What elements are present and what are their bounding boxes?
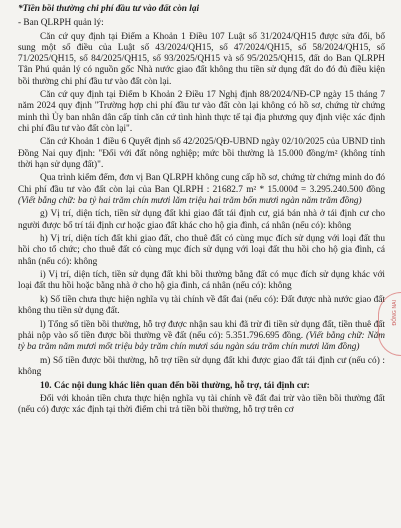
item-l bbox=[18, 320, 385, 354]
paragraph-3: Căn cứ Khoản 1 điều 6 Quyết định số 42/2025/QĐ-UBND ngày 02/10/2025 của UBND tỉnh Đồng Nai quy định: "Đối với đất nông nghiệp; mức bồi thường là 15.000 đồng/m² (không tính thời hạn sử dụng đất)". bbox=[18, 137, 385, 170]
manager-line: - Ban QLRPH quản lý: bbox=[18, 18, 104, 29]
item-g: g) Vị trí, diện tích, tiền sử dụng đất khi giao đất tái định cư, giá bán nhà ở tái định cư cho người được bố trí tái định cư hoặc giao đất khác cho hộ gia đình, cá nhân (nếu có): không bbox=[18, 209, 385, 231]
item-i: i) Vị trí, diện tích, tiền sử dụng đất khi bồi thường bằng đất có mục đích sử dụng khác với loại đất thu hồi hoặc bằng nhà ở cho hộ gia đình, cá nhân (nếu có): không bbox=[18, 270, 385, 292]
paragraph-4-in-words: (Viết bằng chữ: ba tỷ hai trăm chín mươi lăm triệu hai trăm bốn mươi ngàn năm trăm đồng) bbox=[18, 195, 362, 206]
paragraph-2: Căn cứ quy định tại Điểm b Khoản 2 Điều 17 Nghị định 88/2024/NĐ-CP ngày 15 tháng 7 năm 2024 quy định "Trường hợp chi phí đầu tư vào đất còn lại không có hồ sơ, chứng từ chứng minh thì Ủy ban nhân dân cấp tỉnh căn cứ tình hình thực tế tại địa phương quy định việc xác định chi phí đầu tư vào đất còn lại". bbox=[18, 90, 385, 134]
paragraph-1: Căn cứ quy định tại Điểm a Khoản 1 Điều 107 Luật số 31/2024/QH15 được sửa đổi, bổ sung một số điều của Luật số 43/2024/QH15, số 47/2024/QH15, số 58/2024/QH15, số 71/2025/QH15, số 84/2025/QH15, số 93/2025/QH15 và số 95/2025/QH15, đất do Ban QLRPH Tân Phú quản lý có nguồn gốc Nhà nước giao đất không thu tiền sử dụng đất do đó đủ điều kiện bồi thường chi phí đầu tư vào đất còn lại. bbox=[18, 31, 385, 87]
item-h: h) Vị trí, diện tích đất khi giao đất, cho thuê đất có cùng mục đích sử dụng với loại đất thu hồi cho tổ chức; cho thuê đất có cùng mục đích sử dụng với loại đất thu hồi cho hộ gia đình, cá nhân (nếu có): không bbox=[18, 234, 385, 267]
item-m: m) Số tiền được bồi thường, hỗ trợ tiền sử dụng đất khi được giao đất tái định cư (nếu có) : không bbox=[18, 355, 385, 377]
item-l-main: l) Tổng số tiền bồi thường, hỗ trợ được nhận sau khi đã trừ đi tiền sử dụng đất, tiền thuê đất phải nộp vào số tiền được bồi thường về đất (nếu có): 5.351.796.695 đồng. bbox=[18, 319, 385, 341]
item-l-in-words: (Viết bằng chữ: Năm tỷ ba trăm năm mươi mốt triệu bảy trăm chín mươi sáu ngàn sáu trăm chín mươi lăm đồng) bbox=[18, 331, 386, 353]
paragraph-4 bbox=[18, 173, 385, 207]
item-k: k) Số tiền chưa thực hiện nghĩa vụ tài chính về đất đai (nếu có): Đất được nhà nước giao đất không thu tiền sử dụng đất. bbox=[18, 295, 385, 317]
section-heading: *Tiền bồi thường chi phí đầu tư vào đất còn lại bbox=[18, 4, 200, 14]
section-10-heading: 10. Các nội dung khác liên quan đến bồi thường, hỗ trợ, tái định cư: bbox=[40, 380, 310, 391]
final-paragraph: Đối với khoản tiền chưa thực hiện nghĩa vụ tài chính về đất đai trừ vào tiền bồi thường đất (nếu có) được xác định tại thời điểm chi trả tiền bồi thường, hỗ trợ trên cơ bbox=[18, 394, 385, 416]
paragraph-4-main: Qua trình kiểm đếm, đơn vị Ban QLRPH không cung cấp hồ sơ, chứng từ chứng minh do đó Chi phí đầu tư vào đất còn lại của Ban QLRPH : 21682.7 m² * 15.000đ = 3.295.240.500 đồng bbox=[18, 173, 385, 195]
official-seal-text: ĐỒNG NAI bbox=[392, 300, 398, 326]
